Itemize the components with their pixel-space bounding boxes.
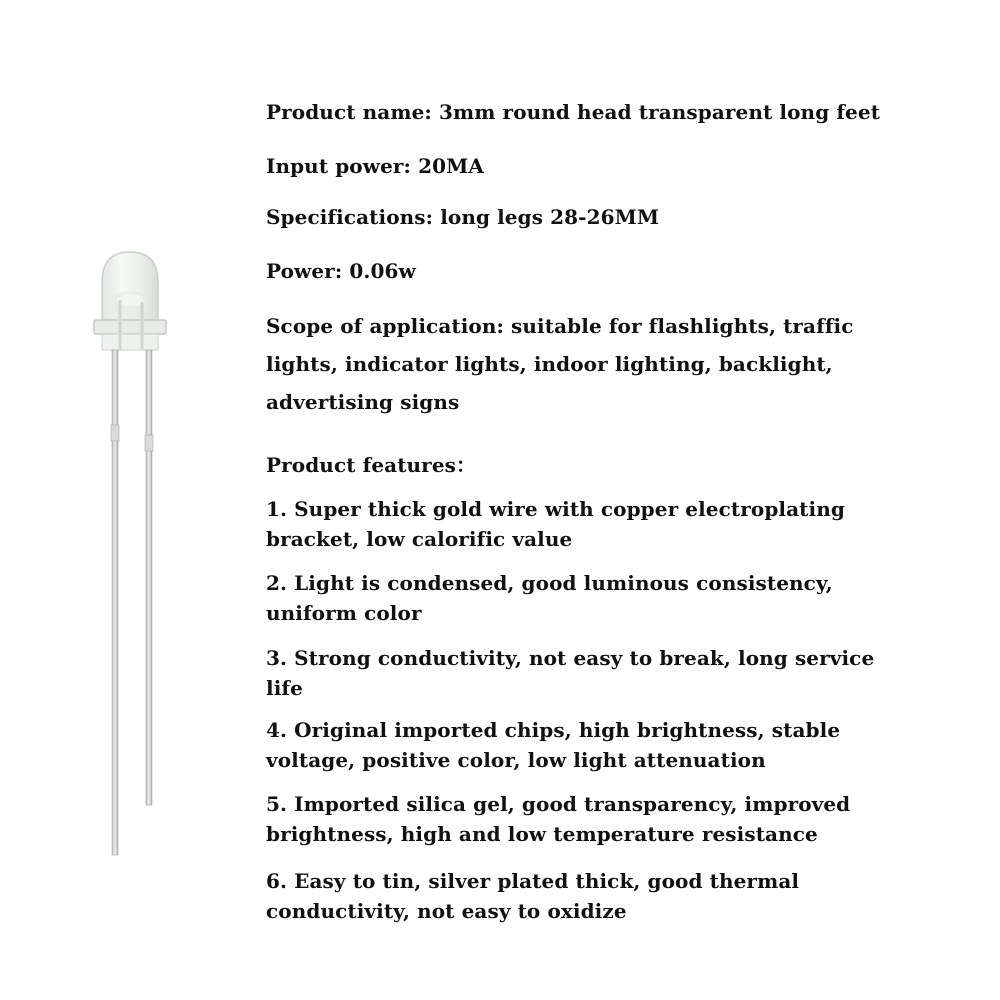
input-power: Input power: 20MA [266, 154, 484, 178]
features-heading: Product features： [266, 453, 477, 477]
scope-line: Scope of application: suitable for flashlights, traffic [266, 314, 854, 338]
led-flange [94, 320, 166, 334]
feature-line: uniform color [266, 601, 422, 625]
led-leg-right [146, 350, 152, 805]
feature-line: life [266, 676, 303, 700]
scope-of-application [266, 307, 854, 421]
scope-line: lights, indicator lights, indoor lighting, backlight, [266, 352, 833, 376]
feature-item [266, 494, 845, 554]
specifications: Specifications: long legs 28-26MM [266, 205, 660, 229]
transparent-3mm-led-icon [60, 240, 200, 880]
product-name: Product name: 3mm round head transparent long feet [266, 100, 881, 124]
feature-line: 5. Imported silica gel, good transparency, improved [266, 792, 851, 816]
feature-item [266, 789, 850, 849]
feature-line: brightness, high and low temperature resistance [266, 822, 818, 846]
feature-line: voltage, positive color, low light attenuation [266, 748, 766, 772]
feature-item [266, 568, 833, 628]
feature-item [266, 866, 799, 926]
scope-line: advertising signs [266, 390, 460, 414]
feature-line: 4. Original imported chips, high brightness, stable [266, 718, 841, 742]
led-product-image [60, 240, 200, 880]
feature-line: conductivity, not easy to oxidize [266, 899, 627, 923]
feature-line: 3. Strong conductivity, not easy to break, long service [266, 646, 875, 670]
power: Power: 0.06w [266, 259, 416, 283]
product-specifications [266, 0, 966, 1000]
feature-line: bracket, low calorific value [266, 527, 573, 551]
feature-item [266, 715, 840, 775]
feature-line: 6. Easy to tin, silver plated thick, good thermal [266, 869, 800, 893]
feature-line: 2. Light is condensed, good luminous consistency, [266, 571, 833, 595]
feature-item [266, 643, 874, 703]
feature-line: 1. Super thick gold wire with copper electroplating [266, 497, 845, 521]
